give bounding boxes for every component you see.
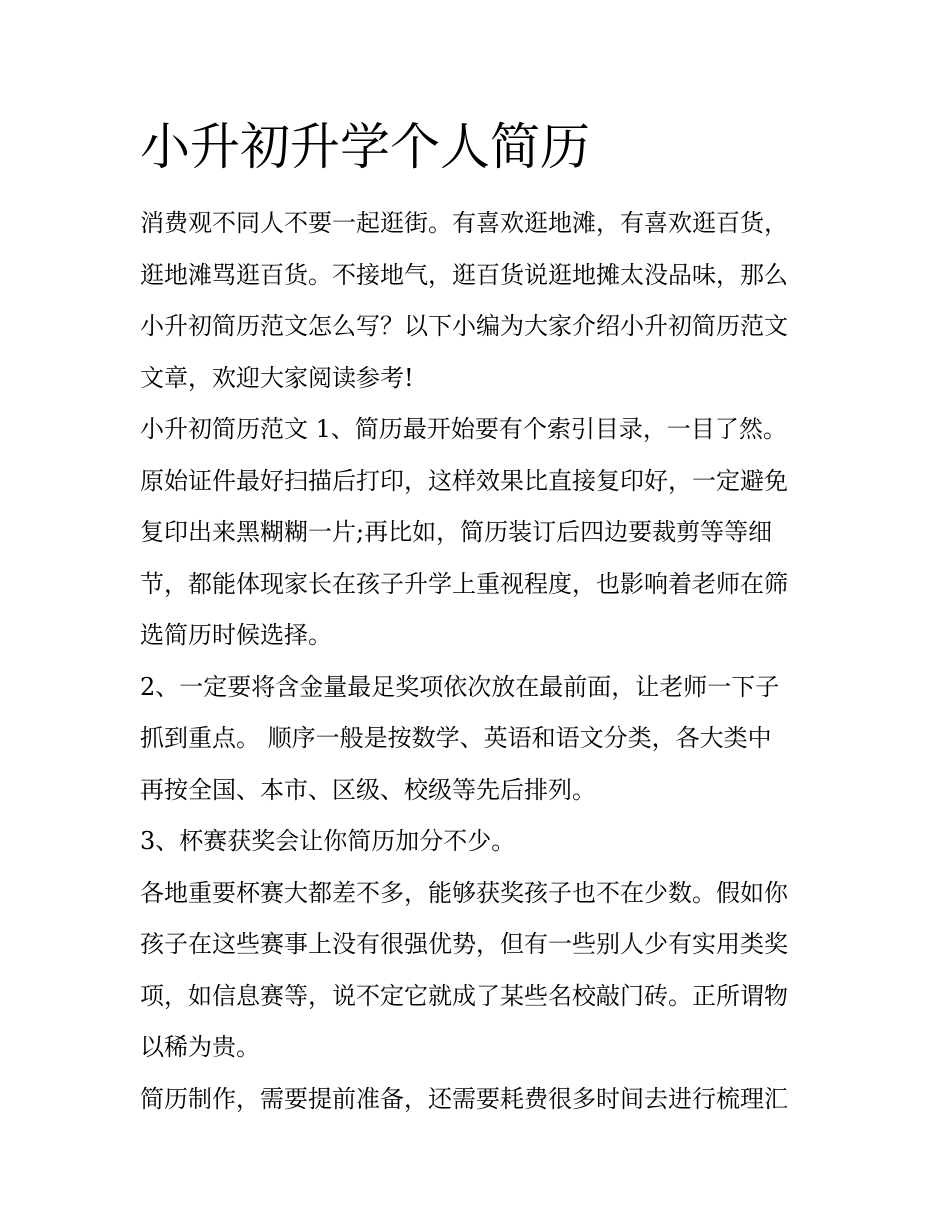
document-title: 小升初升学个人简历 xyxy=(140,118,590,176)
document-body xyxy=(140,198,815,1125)
paragraph-line: 节，都能体现家长在孩子升学上重视程度，也影响着老师在筛 xyxy=(140,569,788,598)
paragraph-line: 选简历时候选择。 xyxy=(140,621,332,649)
paragraph-line: 各地重要杯赛大都差不多，能够获奖孩子也不在少数。假如你 xyxy=(140,878,788,907)
paragraph-line: 小升初简历范文怎么写？以下小编为大家介绍小升初简历范文 xyxy=(140,312,788,340)
paragraph-line: 原始证件最好扫描后打印，这样效果比直接复印好，一定避免 xyxy=(140,466,788,495)
paragraph-line: 再按全国、本市、区级、校级等先后排列。 xyxy=(140,775,596,804)
paragraph-line: 项，如信息赛等，说不定它就成了某些名校敲门砖。正所谓物 xyxy=(140,981,788,1010)
paragraph-line: 简历制作，需要提前准备，还需要耗费很多时间去进行梳理汇 xyxy=(140,1084,788,1113)
paragraph-line: 复印出来黑糊糊一片;再比如，简历装订后四边要裁剪等等细 xyxy=(140,518,773,546)
paragraph-line: 抓到重点。 顺序一般是按数学、英语和语文分类，各大类中 xyxy=(140,724,772,752)
paragraph-line: 小升初简历范文 1、简历最开始要有个索引目录，一目了然。 xyxy=(140,415,787,443)
paragraph-line: 2、一定要将含金量最足奖项依次放在最前面，让老师一下子 xyxy=(140,672,780,701)
paragraph-line: 以稀为贵。 xyxy=(140,1033,260,1061)
paragraph-line: 3、杯赛获奖会让你简历加分不少。 xyxy=(140,827,516,855)
paragraph-line: 孩子在这些赛事上没有很强优势，但有一些别人少有实用类奖 xyxy=(140,930,788,958)
paragraph-line: 消费观不同人不要一起逛街。有喜欢逛地滩，有喜欢逛百货， xyxy=(140,209,788,237)
paragraph-line: 逛地滩骂逛百货。不接地气，逛百货说逛地摊太没品味，那么 xyxy=(140,260,788,289)
paragraph-line: 文章，欢迎大家阅读参考! xyxy=(140,363,414,392)
